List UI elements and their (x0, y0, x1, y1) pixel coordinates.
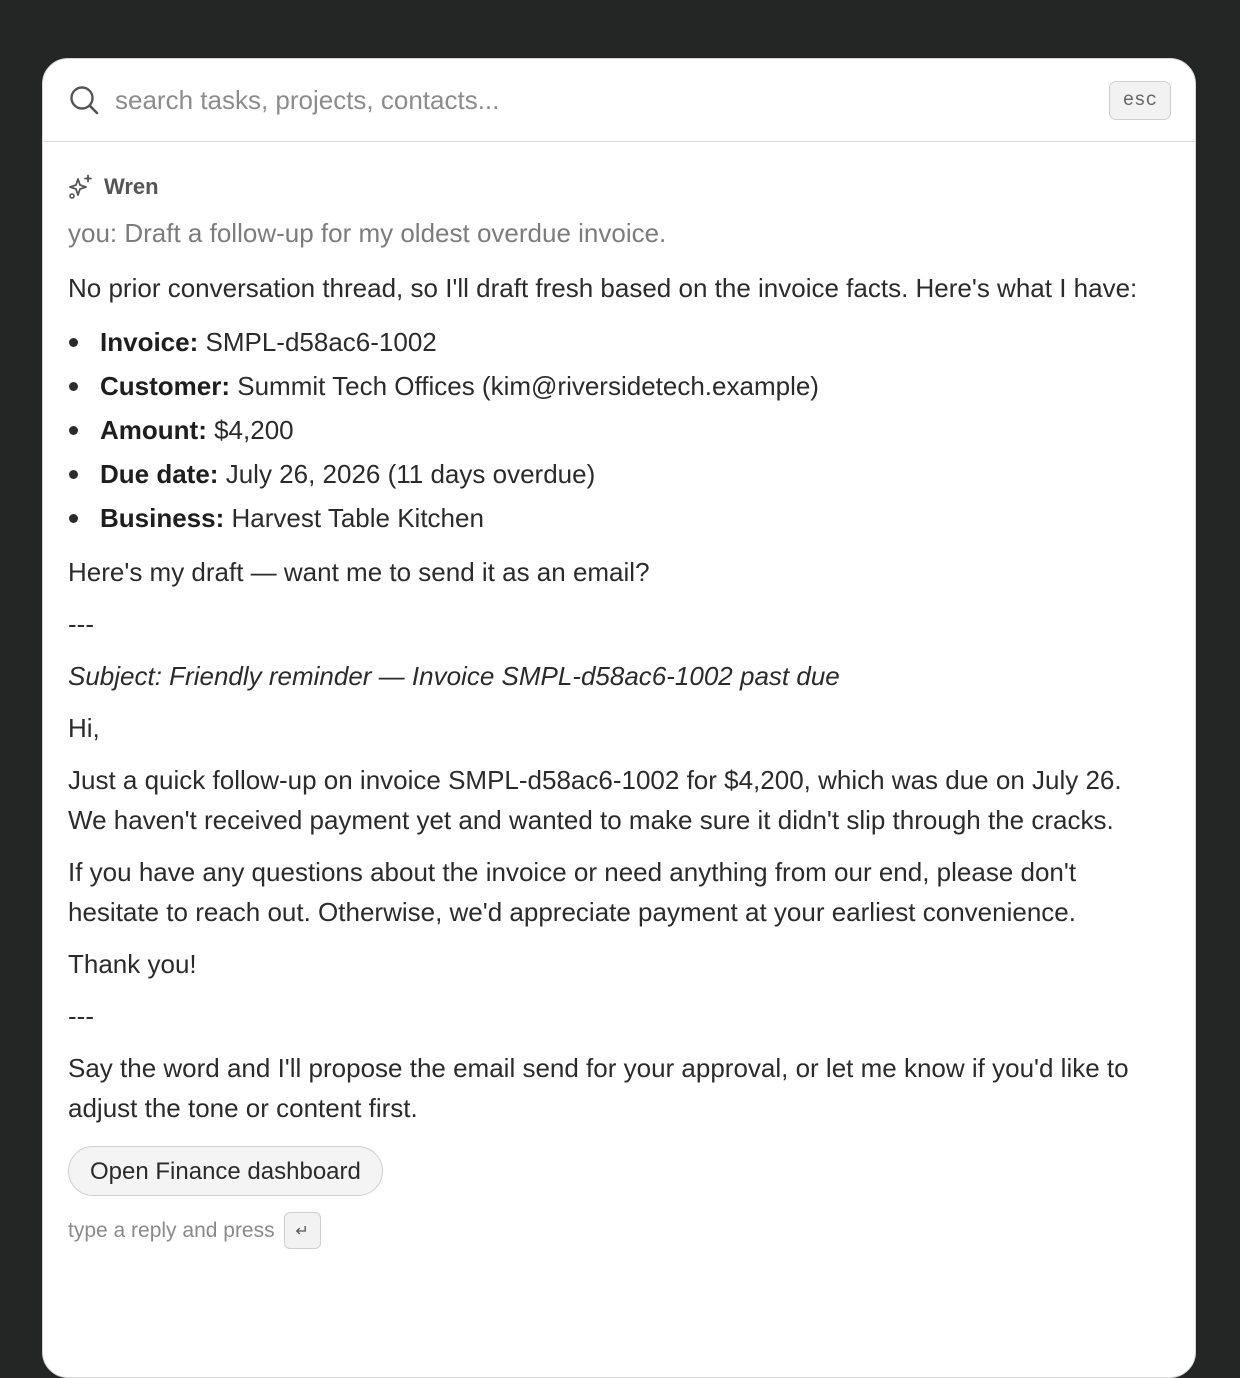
list-item (68, 408, 1161, 452)
fact-value: Harvest Table Kitchen (231, 503, 484, 533)
enter-key-icon: ↵ (284, 1212, 321, 1249)
fact-label: Amount: (100, 415, 207, 445)
search-input[interactable] (115, 85, 1109, 116)
user-prompt: you: Draft a follow-up for my oldest overdue invoice. (68, 218, 667, 248)
reply-hint-text: type a reply and press (68, 1218, 275, 1242)
followup-text: Say the word and I'll propose the email send for your approval, or let me know if you'd like to adjust the tone or content first. (68, 1053, 1129, 1123)
email-body-paragraph: Just a quick follow-up on invoice SMPL-d58ac6-1002 for $4,200, which was due on July 26. We haven't received payment yet and wanted to make sure it didn't slip through the cracks. (68, 765, 1122, 835)
fact-label: Customer: (100, 371, 231, 401)
search-bar (43, 59, 1195, 142)
list-item (68, 364, 1161, 408)
fact-value: July 26, 2026 (11 days overdue) (225, 459, 596, 489)
fact-value: $4,200 (214, 415, 294, 445)
open-finance-dashboard-button[interactable]: Open Finance dashboard (68, 1146, 383, 1196)
list-item (68, 320, 1161, 364)
separator-text: --- (68, 609, 94, 639)
email-greeting: Hi, (68, 713, 100, 743)
esc-key-button[interactable]: esc (1109, 81, 1171, 120)
assistant-header (68, 172, 1161, 202)
reply-hint (68, 1212, 1161, 1249)
fact-label: Business: (100, 503, 225, 533)
separator-text: --- (68, 1001, 94, 1031)
fact-value: Summit Tech Offices (kim@riversidetech.example) (237, 371, 819, 401)
list-item (68, 452, 1161, 496)
list-item (68, 496, 1161, 540)
bullet (69, 382, 78, 391)
email-body-paragraph: If you have any questions about the invoice or need anything from our end, please don't hesitate to reach out. Otherwise, we'd appreciate payment at your earliest convenience. (68, 857, 1077, 927)
fact-label: Invoice: (100, 327, 199, 357)
invoice-facts-list (68, 320, 1161, 540)
bullet (69, 338, 78, 347)
intro-text: No prior conversation thread, so I'll draft fresh based on the invoice facts. Here's what I have: (68, 273, 1138, 303)
bullet (69, 470, 78, 479)
fact-value: SMPL-d58ac6-1002 (205, 327, 437, 357)
assistant-response (43, 142, 1195, 1249)
email-subject: Subject: Friendly reminder — Invoice SMPL-d58ac6-1002 past due (68, 661, 840, 691)
search-icon (69, 85, 99, 115)
email-closing: Thank you! (68, 949, 197, 979)
bullet (69, 426, 78, 435)
sparkle-icon (68, 174, 94, 200)
fact-label: Due date: (100, 459, 219, 489)
assistant-name: Wren (104, 174, 159, 199)
command-palette (42, 58, 1196, 1378)
bullet (69, 514, 78, 523)
draft-lead-text: Here's my draft — want me to send it as an email? (68, 557, 650, 587)
